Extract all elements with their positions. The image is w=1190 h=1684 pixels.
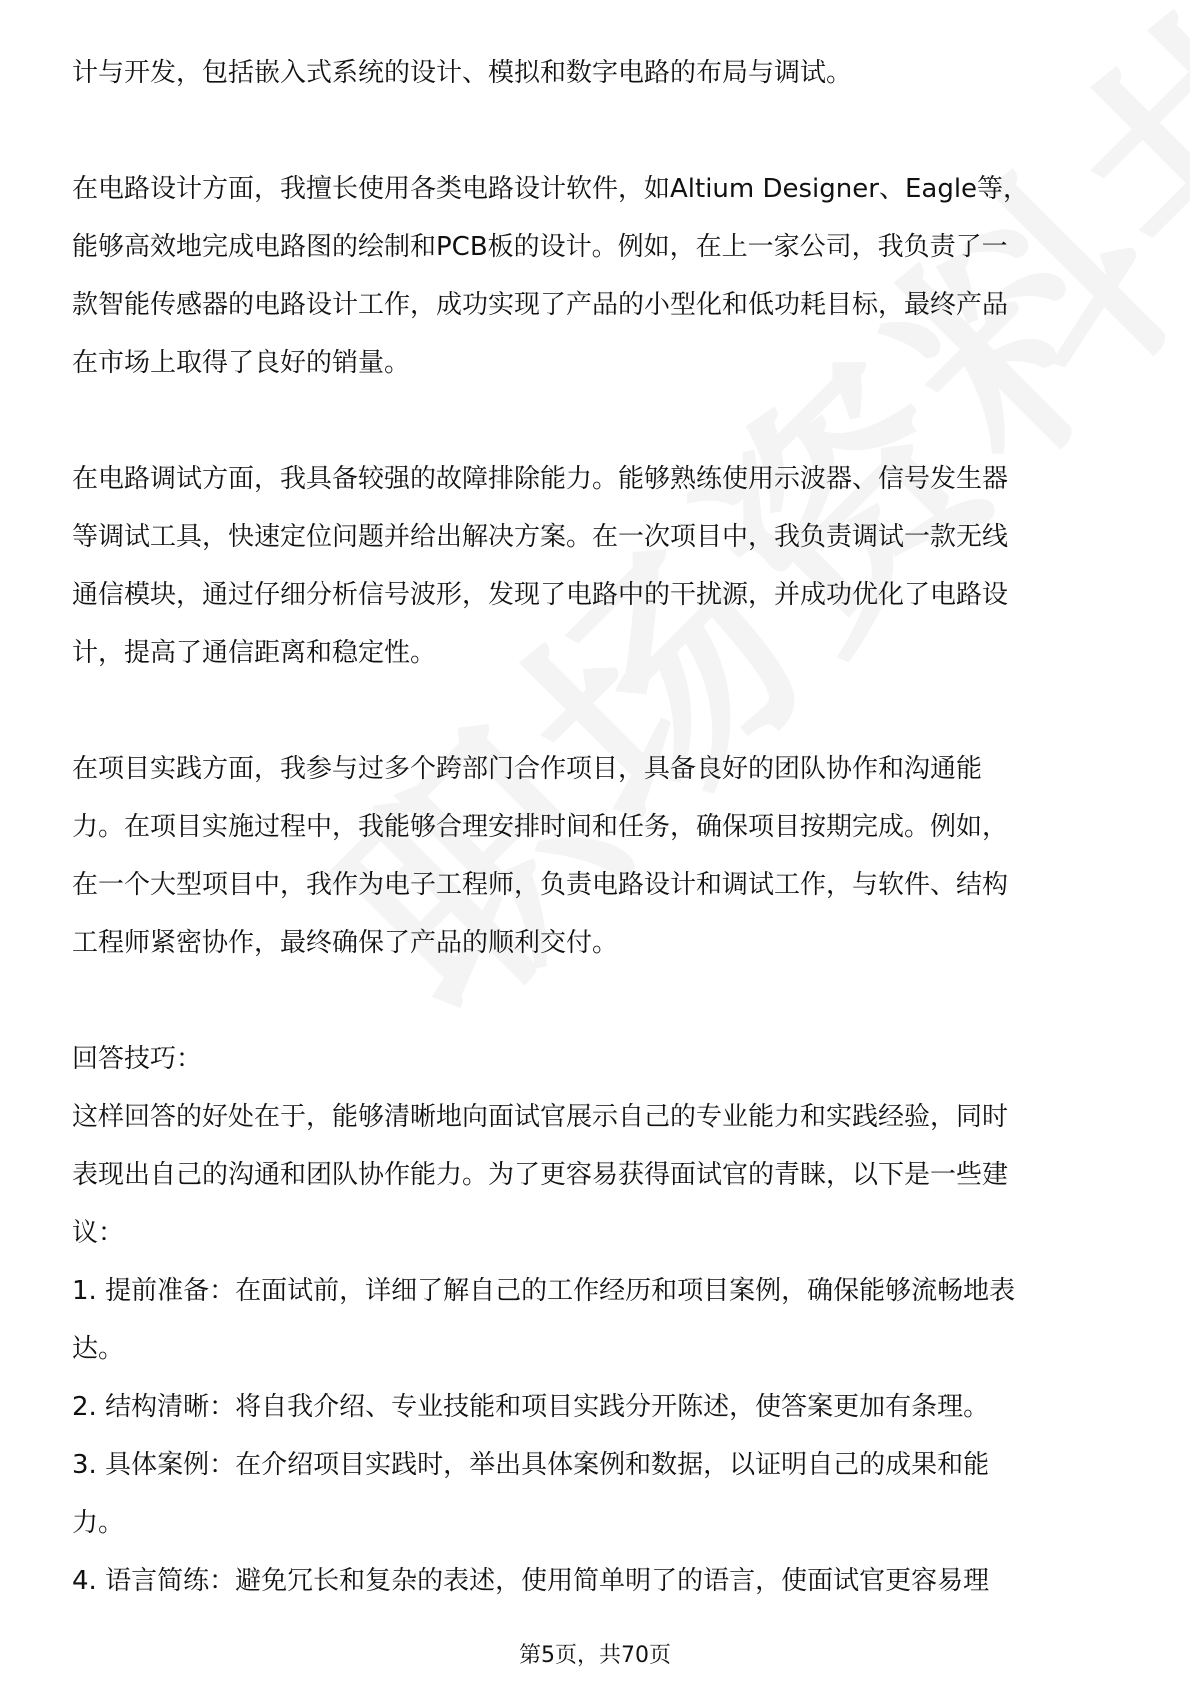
list-item: 3. 具体案例：在介绍项目实践时，举出具体案例和数据，以证明自己的成果和能 <box>72 1450 990 1480</box>
paragraph-project-practice <box>72 740 1122 972</box>
text-line: 款智能传感器的电路设计工作，成功实现了产品的小型化和低功耗目标，最终产品 <box>72 290 1009 320</box>
text-line: 这样回答的好处在于，能够清晰地向面试官展示自己的专业能力和实践经验，同时 <box>72 1102 1009 1132</box>
text-line: 在电路调试方面，我具备较强的故障排除能力。能够熟练使用示波器、信号发生器 <box>72 464 1009 494</box>
section-heading: 回答技巧： <box>72 1044 203 1074</box>
text-line: 计，提高了通信距离和稳定性。 <box>72 638 437 668</box>
paragraph-circuit-design <box>72 160 1122 392</box>
list-item: 4. 语言简练：避免冗长和复杂的表述，使用简单明了的语言，使面试官更容易理 <box>72 1566 990 1596</box>
text-line: 在电路设计方面，我擅长使用各类电路设计软件，如Altium Designer、Eagle等， <box>72 174 1030 204</box>
text-line: 达。 <box>72 1334 125 1364</box>
list-item: 2. 结构清晰：将自我介绍、专业技能和项目实践分开陈述，使答案更加有条理。 <box>72 1392 990 1422</box>
text-line: 通信模块，通过仔细分析信号波形，发现了电路中的干扰源，并成功优化了电路设 <box>72 580 1009 610</box>
text-line: 在项目实践方面，我参与过多个跨部门合作项目，具备良好的团队协作和沟通能 <box>72 754 983 784</box>
text-line: 工程师紧密协作，最终确保了产品的顺利交付。 <box>72 928 619 958</box>
text-line: 表现出自己的沟通和团队协作能力。为了更容易获得面试官的青睐，以下是一些建 <box>72 1160 1009 1190</box>
page-number: 第5页，共70页 <box>519 1643 671 1668</box>
text-line: 能够高效地完成电路图的绘制和PCB板的设计。例如，在上一家公司，我负责了一 <box>72 232 1008 262</box>
text-line: 力。在项目实施过程中，我能够合理安排时间和任务，确保项目按期完成。例如， <box>72 812 1009 842</box>
text-line: 在市场上取得了良好的销量。 <box>72 348 411 378</box>
text-line: 在一个大型项目中，我作为电子工程师，负责电路设计和调试工作，与软件、结构 <box>72 870 1009 900</box>
paragraph-answer-tips <box>72 1030 1122 1610</box>
text-line: 计与开发，包括嵌入式系统的设计、模拟和数字电路的布局与调试。 <box>72 58 853 88</box>
text-line: 力。 <box>72 1508 125 1538</box>
text-line: 等调试工具，快速定位问题并给出解决方案。在一次项目中，我负责调试一款无线 <box>72 522 1009 552</box>
paragraph-intro-continuation <box>72 44 1122 102</box>
document-body <box>72 44 1122 1610</box>
text-line: 议： <box>72 1218 125 1248</box>
paragraph-circuit-debugging <box>72 450 1122 682</box>
list-item: 1. 提前准备：在面试前，详细了解自己的工作经历和项目案例，确保能够流畅地表 <box>72 1276 1016 1306</box>
